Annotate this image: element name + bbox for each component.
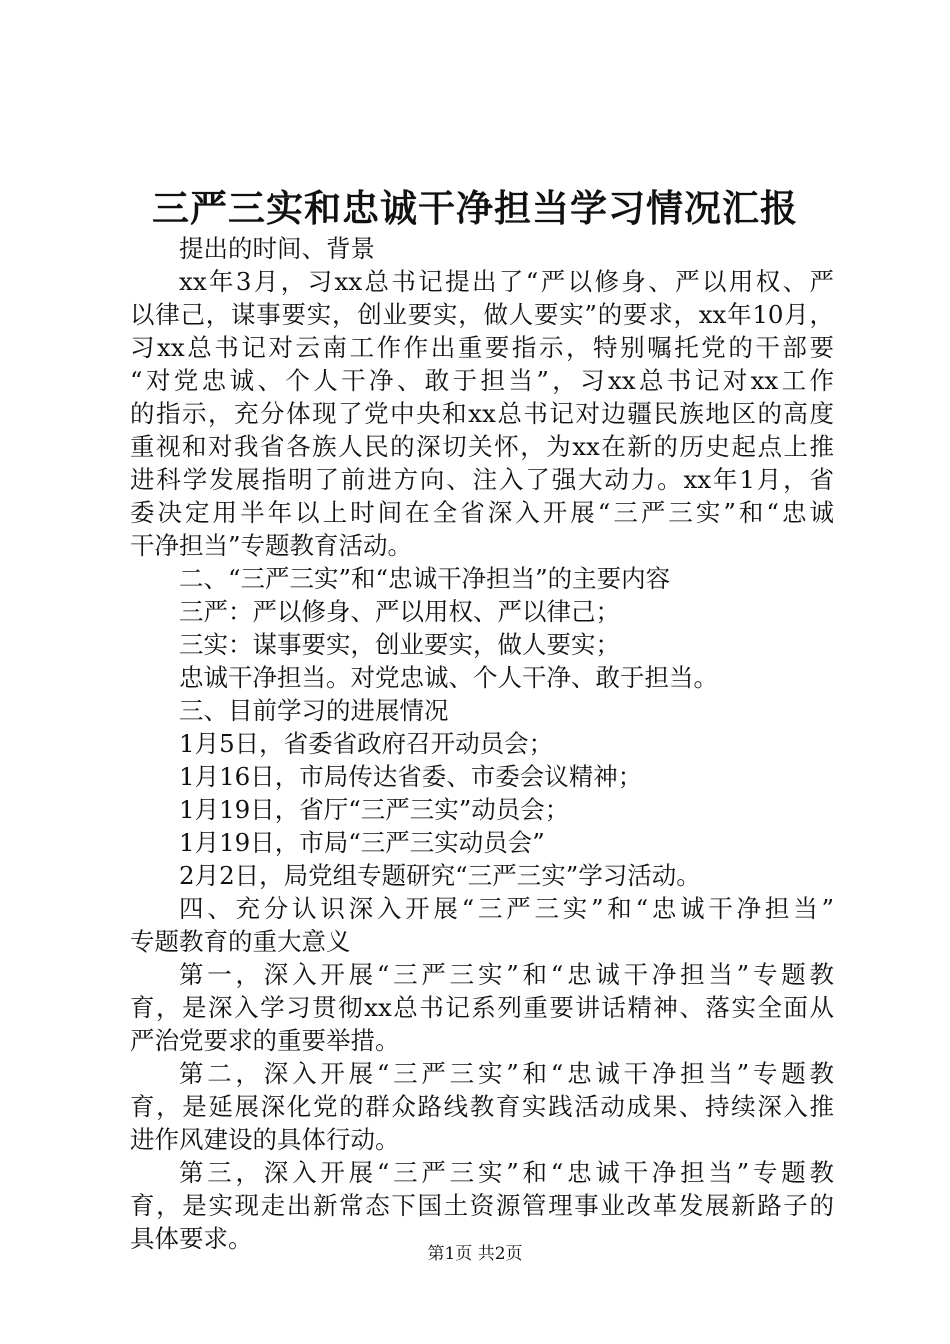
text-line: 习xx总书记对云南工作作出重要指示，特别嘱托党的干部要 xyxy=(130,333,834,362)
text-line: 具体要求。 xyxy=(130,1224,253,1253)
text-line: 第二，深入开展“三严三实”和“忠诚干净担当”专题教 xyxy=(179,1059,834,1088)
text-line: 1月16日，市局传达省委、市委会议精神； xyxy=(179,762,643,791)
text-line: 第三，深入开展“三严三实”和“忠诚干净担当”专题教 xyxy=(179,1158,834,1187)
text-line: 提出的时间、背景 xyxy=(179,234,375,263)
text-line: 以律己，谋事要实，创业要实，做人要实”的要求，xx年10月， xyxy=(130,300,834,329)
text-line: 进作风建设的具体行动。 xyxy=(130,1125,400,1154)
text-line: 重视和对我省各族人民的深切关怀，为xx在新的历史起点上推 xyxy=(130,432,834,461)
text-line: xx年3月，习xx总书记提出了“严以修身、严以用权、严 xyxy=(179,267,834,296)
text-line: 专题教育的重大意义 xyxy=(130,927,351,956)
text-line: 三严：严以修身、严以用权、严以律己； xyxy=(179,597,620,626)
text-line: 干净担当”专题教育活动。 xyxy=(130,531,413,560)
text-line: 第一，深入开展“三严三实”和“忠诚干净担当”专题教 xyxy=(179,960,834,989)
text-line: 四、充分认识深入开展“三严三实”和“忠诚干净担当” xyxy=(179,894,834,923)
document-title: 三严三实和忠诚干净担当学习情况汇报 xyxy=(152,186,798,230)
text-line: 育，是延展深化党的群众路线教育实践活动成果、持续深入推 xyxy=(130,1092,834,1121)
text-line: 育，是实现走出新常态下国土资源管理事业改革发展新路子的 xyxy=(130,1191,834,1220)
text-line: 委决定用半年以上时间在全省深入开展“三严三实”和“忠诚 xyxy=(130,498,834,527)
text-line: 二、“三严三实”和“忠诚干净担当”的主要内容 xyxy=(179,564,671,593)
page-footer: 第1页 共2页 xyxy=(427,1244,523,1264)
text-line: 1月19日，市局“三严三实动员会” xyxy=(179,828,545,857)
text-line: 忠诚干净担当。对党忠诚、个人干净、敢于担当。 xyxy=(179,663,718,692)
text-line: 1月5日，省委省政府召开动员会； xyxy=(179,729,554,758)
text-line: 的指示，充分体现了党中央和xx总书记对边疆民族地区的高度 xyxy=(130,399,834,428)
text-line: 三实：谋事要实，创业要实，做人要实； xyxy=(179,630,620,659)
document-body xyxy=(130,232,834,1255)
text-line: 2月2日，局党组专题研究“三严三实”学习活动。 xyxy=(179,861,701,890)
text-line: 育，是深入学习贯彻xx总书记系列重要讲话精神、落实全面从 xyxy=(130,993,834,1022)
text-line: 进科学发展指明了前进方向、注入了强大动力。xx年1月，省 xyxy=(130,465,834,494)
text-line: 严治党要求的重要举措。 xyxy=(130,1026,400,1055)
text-line: “对党忠诚、个人干净、敢于担当”，习xx总书记对xx工作 xyxy=(130,366,834,395)
text-line: 三、目前学习的进展情况 xyxy=(179,696,449,725)
text-line: 1月19日，省厅“三严三实”动员会； xyxy=(179,795,570,824)
